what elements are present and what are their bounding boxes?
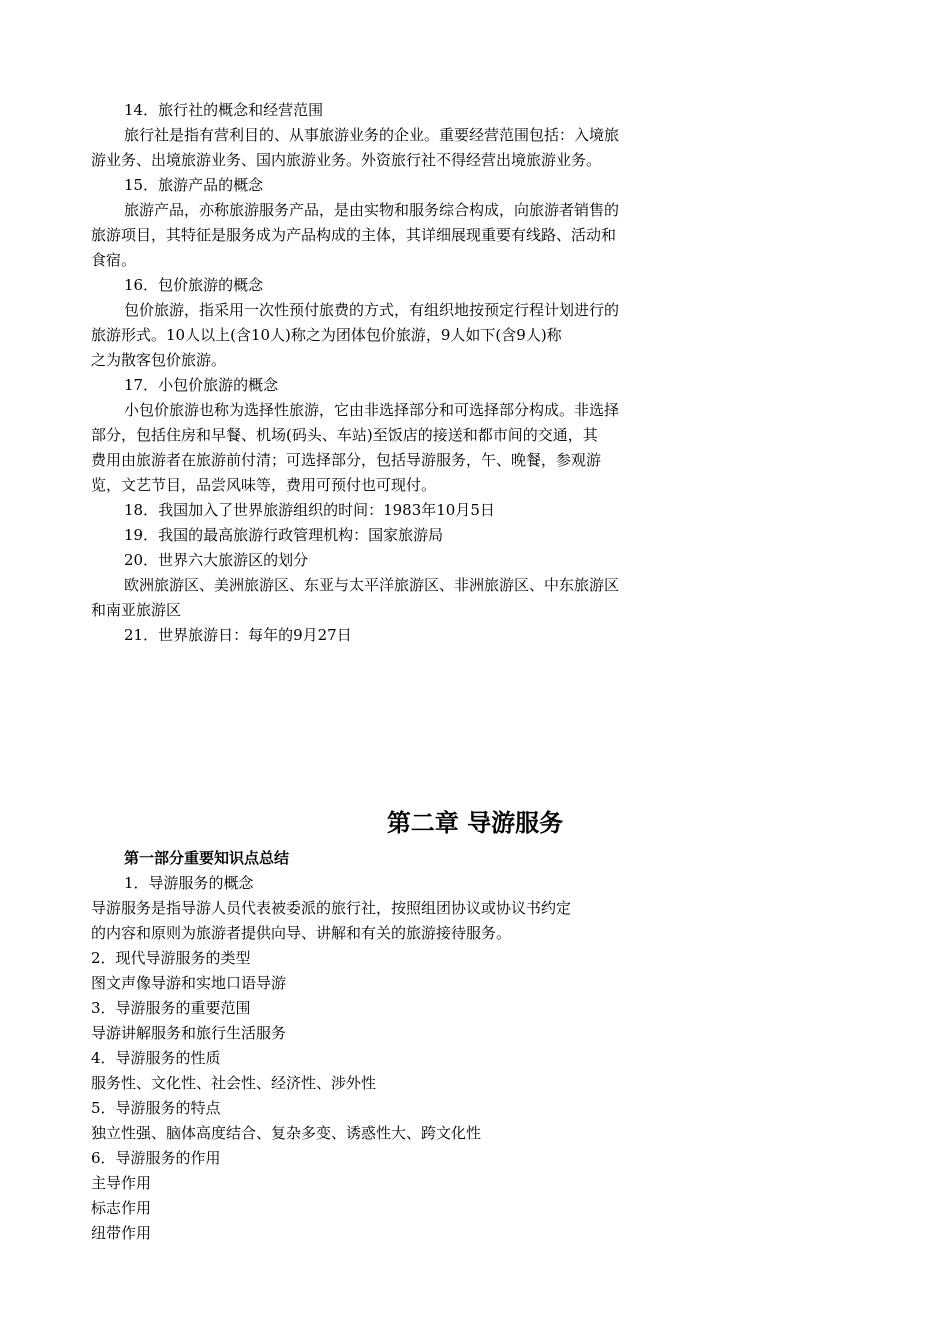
heading-19: 19．我国的最高旅游行政管理机构：国家旅游局 (124, 526, 444, 544)
section-title: 第一部分重要知识点总结 (124, 849, 290, 867)
paragraph-line: 欧洲旅游区、美洲旅游区、东亚与太平洋旅游区、非洲旅游区、中东旅游区 (124, 576, 620, 594)
paragraph-line: 旅游产品，亦称旅游服务产品，是由实物和服务综合构成，向旅游者销售的 (124, 201, 620, 219)
heading-21: 21．世界旅游日：每年的9月27日 (124, 626, 352, 644)
heading-14: 14．旅行社的概念和经营范围 (124, 101, 324, 119)
paragraph-line: 独立性强、脑体高度结合、复杂多变、诱惑性大、跨文化性 (91, 1124, 482, 1142)
heading-4: 4．导游服务的性质 (91, 1049, 221, 1067)
heading-15: 15．旅游产品的概念 (124, 176, 264, 194)
paragraph-line: 游业务、出境旅游业务、国内旅游业务。外资旅行社不得经营出境旅游业务。 (91, 151, 602, 169)
paragraph-line: 旅游形式。10人以上(含10人)称之为团体包价旅游，9人如下(含9人)称 (91, 326, 562, 344)
paragraph-line: 食宿。 (91, 251, 137, 269)
list-item: 纽带作用 (91, 1224, 152, 1242)
paragraph-line: 费用由旅游者在旅游前付清；可选择部分，包括导游服务，午、晚餐，参观游 (91, 451, 602, 469)
paragraph-line: 旅游项目，其特征是服务成为产品构成的主体，其详细展现重要有线路、活动和 (91, 226, 617, 244)
list-item: 主导作用 (91, 1174, 152, 1192)
paragraph-line: 导游服务是指导游人员代表被委派的旅行社，按照组团协议或协议书约定 (91, 899, 572, 917)
paragraph-line: 览，文艺节目，品尝风味等，费用可预付也可现付。 (91, 476, 437, 494)
paragraph-line: 之为散客包价旅游。 (91, 351, 227, 369)
heading-5: 5．导游服务的特点 (91, 1099, 221, 1117)
heading-2: 2．现代导游服务的类型 (91, 949, 251, 967)
heading-18: 18．我国加入了世界旅游组织的时间：1983年10月5日 (124, 501, 495, 519)
heading-3: 3．导游服务的重要范围 (91, 999, 251, 1017)
chapter-title: 第二章 导游服务 (386, 809, 564, 837)
paragraph-line: 的内容和原则为旅游者提供向导、讲解和有关的旅游接待服务。 (91, 924, 512, 942)
heading-20: 20．世界六大旅游区的划分 (124, 551, 309, 569)
paragraph-line: 服务性、文化性、社会性、经济性、涉外性 (91, 1074, 377, 1092)
paragraph-line: 部分，包括住房和早餐、机场(码头、车站)至饭店的接送和都市间的交通，其 (91, 426, 598, 444)
paragraph-line: 小包价旅游也称为选择性旅游，它由非选择部分和可选择部分构成。非选择 (124, 401, 620, 419)
heading-1: 1．导游服务的概念 (124, 874, 254, 892)
list-item: 标志作用 (91, 1199, 152, 1217)
heading-16: 16．包价旅游的概念 (124, 276, 264, 294)
paragraph-line: 图文声像导游和实地口语导游 (91, 974, 287, 992)
paragraph-line: 和南亚旅游区 (91, 601, 182, 619)
paragraph-line: 导游讲解服务和旅行生活服务 (91, 1024, 287, 1042)
heading-17: 17．小包价旅游的概念 (124, 376, 279, 394)
paragraph-line: 包价旅游，指采用一次性预付旅费的方式，有组织地按预定行程计划进行的 (124, 301, 620, 319)
heading-6: 6．导游服务的作用 (91, 1149, 221, 1167)
paragraph-line: 旅行社是指有营利目的、从事旅游业务的企业。重要经营范围包括：入境旅 (124, 126, 620, 144)
